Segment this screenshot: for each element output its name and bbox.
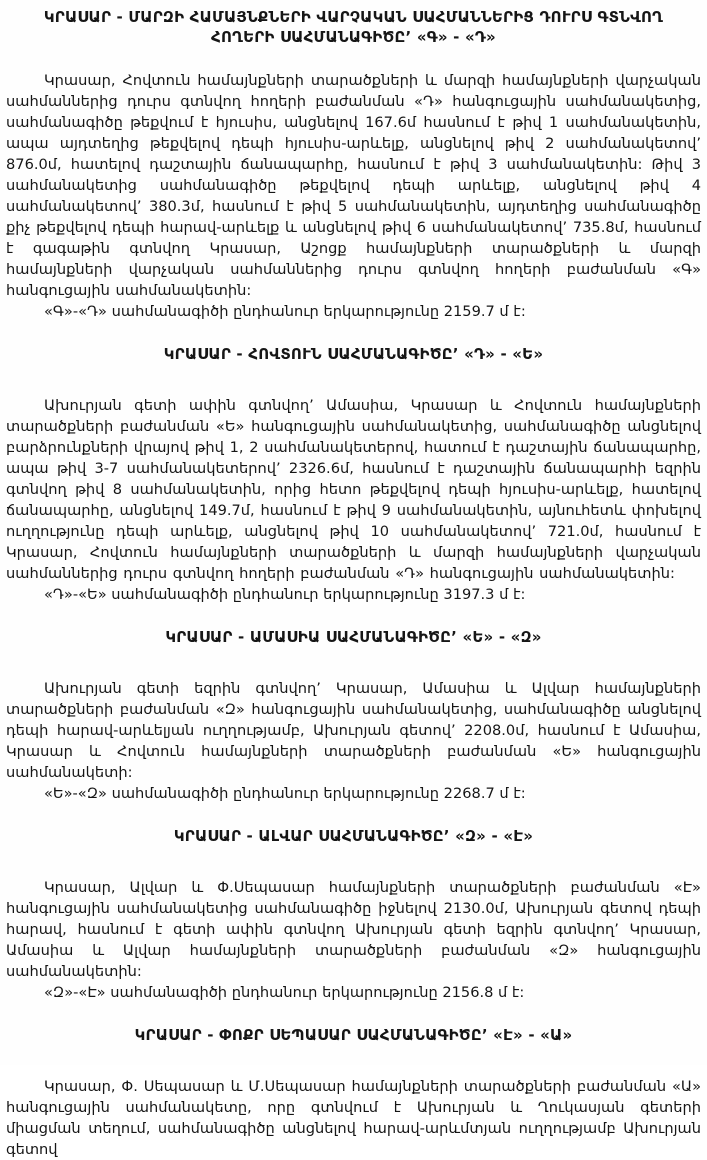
boundary-description-paragraph: Ախուրյան գետի ափին գտնվող’ Ամասիա, Կրասար և Հովտուն համայնքների տարածքների բաժանման «Ե» հանգուցային սահմանակետից, սահմանագիծը անցնելով բարձրունքների վրայով թիվ 1, 2 սահմանակետերով, հատում է դաշտային ճանապարհը, ապա թիվ 3-7 սահմանակետերով’ 2326.6մ, հասնում է դաշտային ճանապարհի եզրին գտնվող թիվ 8 սահմանակետին, որից հետո թեքվելով դեպի հյուսիս-արևելք, հատելով ճանապարհը, անցնելով 149.7մ, հասնում է թիվ 9 սահմանակետին, այնուհետև փոխելով ուղղությունը դեպի արևելք, անցնելով թիվ 10 սահմանակետով’ 721.0մ, հասնում է Կրասար, Հովտուն համայնքների տարածքների և մարզի համայնքների վարչական սահմաններից դուրս գտնվող հողերի բաժանման «Դ» հանգուցային սահմանակետին:: [6, 397, 701, 582]
section-e-a: [6, 1025, 701, 1160]
section-g-d: [6, 70, 701, 322]
section-heading: ԿՐԱՍԱՐ - ԱՄԱՍԻԱ ՍԱՀՄԱՆԱԳԻԾԸ’ «Ե» - «Զ»: [165, 628, 542, 646]
boundary-description-paragraph: Կրասար, Հովտուն համայնքների տարածքների և մարզի համայնքների վարչական սահմաններից դուրս գտնվող հողերի բաժանման «Դ» հանգուցային սահմանակետից, սահմանագիծը թեքվում է հյուսիս, անցնելով 167.6մ հասնում է թիվ 1 սահմանակետին, ապա այդտեղից թեքվելով դեպի հյուսիս-արևելք, անցնելով թիվ 2 սահմանակետով’ 876.0մ, հատելով դաշտային ճանապարհը, հասնում է թիվ 3 սահմանակետին: Թիվ 3 սահմանակետից սահմանագիծը թեքվելով դեպի արևելք, անցնելով թիվ 4 սահմանակետով’ 380.3մ, հասնում է թիվ 5 սահմանակետին, այդտեղից սահմանագիծը քիչ թեքվելով դեպի հարավ-արևելք և անցնելով թիվ 6 սահմանակետով’ 735.8մ, հասնում է գագաթին գտնվող Կրասար, Աշոցք համայնքների տարածքների և մարզի համայնքների վարչական սահմաններից դուրս գտնվող հողերի բաժանման «Գ» հանգուցային սահմանակետին:: [6, 72, 701, 299]
total-length-line: «Զ»-«Է» սահմանագիծի ընդհանուր երկարությունը 2156.8 մ է:: [44, 984, 525, 1001]
total-length-line: «Գ»-«Դ» սահմանագիծի ընդհանուր երկարությունը 2159.7 մ է:: [44, 303, 526, 320]
boundary-description-paragraph: Կրասար, Ալվար և Փ.Սեպասար համայնքների տարածքների բաժանման «Է» հանգուցային սահմանակետից սահմանագիծը իջնելով 2130.0մ, Ախուրյան գետով դեպի հարավ, հասնում է գետի ափին գտնվող Ախուրյան գետի եզրին գտնվող’ Կրասար, Ամասիա և Ալվար համայնքների տարածքների բաժանման «Զ» հանգուցային սահմանակետին:: [6, 879, 701, 980]
section-heading: ԿՐԱՍԱՐ - ԱԼՎԱՐ ՍԱՀՄԱՆԱԳԻԾԸ’ «Զ» - «Է»: [173, 827, 534, 845]
total-length-line: «Ե»-«Զ» սահմանագիծի ընդհանուր երկարությունը 2268.7 մ է:: [44, 785, 526, 802]
total-length-line: «Դ»-«Ե» սահմանագիծի ընդհանուր երկարությունը 3197.3 մ է:: [44, 586, 526, 603]
section-heading: ԿՐԱՍԱՐ - ՀՈՎՏՈՒՆ ՍԱՀՄԱՆԱԳԻԾԸ’ «Դ» - «Ե»: [163, 345, 544, 363]
section-e-z: [6, 627, 701, 804]
boundary-description-paragraph: Կրասար, Փ. Սեպասար և Մ.Սեպասար համայնքների տարածքների բաժանման «Ա» հանգուցային սահմանակետը, որը գտնվում է Ախուրյան և Ղուկասյան գետերի միացման տեղում, սահմանագիծը անցնելով հարավ-արևմտյան ուղղությամբ Ախուրյան գետով: [6, 1078, 701, 1158]
section-heading: ԿՐԱՍԱՐ - ՓՈՔՐ ՍԵՊԱՍԱՐ ՍԱՀՄԱՆԱԳԻԾԸ’ «Է» - «Ա»: [134, 1026, 573, 1044]
section-z-e: [6, 826, 701, 1003]
document-title: ԿՐԱՍԱՐ - ՄԱՐԶԻ ՀԱՄԱՅՆՔՆԵՐԻ ՎԱՐՉԱԿԱՆ ՍԱՀՄԱՆՆԵՐԻՑ ԴՈՒՐՍ ԳՏՆՎՈՂ ՀՈՂԵՐԻ ՍԱՀՄԱՆԱԳԻԾԸ’ «Գ» - «Դ»: [43, 8, 664, 46]
boundary-description-paragraph: Ախուրյան գետի եզրին գտնվող’ Կրասար, Ամասիա և Ալվար համայնքների տարածքների բաժանման «Զ» հանգուցային սահմանակետից, սահմանագիծը անցնելով դեպի հարավ-արևելյան ուղղությամբ, Ախուրյան գետով’ 2208.0մ, հասնում է Ամասիա, Կրասար և Հովտուն համայնքների տարածքների բաժանման «Ե» հանգուցային սահմանակետի:: [6, 680, 701, 781]
section-d-e: [6, 344, 701, 605]
